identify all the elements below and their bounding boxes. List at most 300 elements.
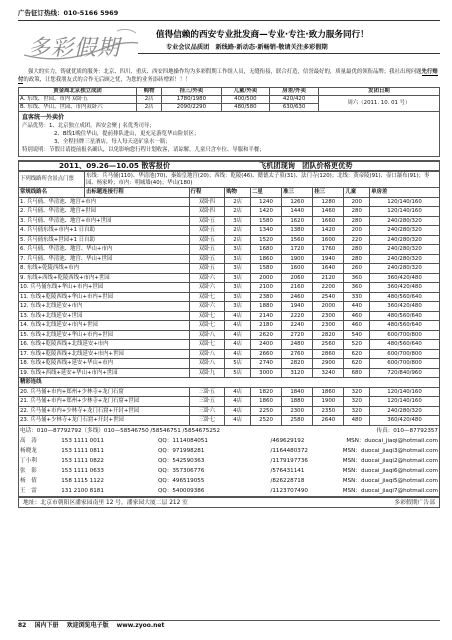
route-cell: 1420 [313,226,344,236]
route-cell: 1580 [250,216,281,226]
route-cell: 2000 [250,273,281,283]
box2-line: 产品优势：1、北京独立成团，西安会聚 | 名优秀司导； [22,123,155,129]
t3-header: 二星 [250,188,281,198]
route-cell: 220 [344,235,370,245]
table-row [19,330,440,340]
route-name: 7. 兵马俑、华清池、地宫、华山+世园 [19,254,190,264]
route-cell: 680 [344,368,370,378]
route-cell: 2250 [250,406,281,416]
route-cell: 360 [344,273,370,283]
contacts-table [18,426,440,497]
route-cell: 2300 [313,321,344,331]
route-cell: 2520 [250,416,281,426]
t3-header: 购物 [225,188,251,198]
route-cell: 2140 [250,311,281,321]
route-cell: 520 [344,340,370,350]
route-cell: 280 [344,245,370,255]
table-row [19,311,440,321]
route-cell: 4店 [225,321,251,331]
t1-cell: 420/420 [270,96,319,104]
table-row [19,292,440,302]
route-cell: 3000 [250,368,281,378]
route-cell: 1340 [250,226,281,236]
route-cell: 4店 [225,416,251,426]
route-name: 20. 兵马俑+市内+郑州+少林寺+龙门石窟 [19,387,190,397]
route-cell: 440 [344,302,370,312]
company: 多彩假期广告部 [394,499,435,506]
contact-row [19,466,440,476]
route-cell: 2店 [225,207,251,217]
scenic-label: 下列线路所含景点门票 [19,172,85,188]
route-cell: 2720 [282,330,313,340]
route-cell: 120/140/160 [370,397,440,407]
route-cell: 320 [344,397,370,407]
scenic-info: 东线：兵马俑(110)、华清池(70)、秦始皇地宫(20)；西线：乾陵(46)、懿德太子墓(31)、法门寺(120)；北线：黄帝陵(91)、壶口瀑布(91)；枣园、杨家岭；市内：明城墙(40)；华山(180) [85,172,440,188]
contact-cell: MSN：duocai_jiaqi3@hotmail.com [342,447,438,454]
route-cell: 双卧八 [189,359,225,369]
address-bar [18,497,440,508]
route-cell: 260 [344,264,370,274]
route-cell: 1520 [250,235,281,245]
table-row [19,406,440,416]
route-cell: 1860 [250,254,281,264]
route-cell: 200 [344,197,370,207]
table-row [19,349,440,359]
route-cell: 2620 [250,330,281,340]
route-cell: 1720 [282,245,313,255]
route-cell: 2店 [225,226,251,236]
t1-cell: 2店 [137,104,162,112]
t1-header: 发团日期 [318,88,439,96]
special-title: 精彩连线 [19,378,440,388]
contact-cell: QQ：1114084051 [157,437,208,444]
route-cell: 双卧五 [189,264,225,274]
route-cell: 3店 [225,264,251,274]
table-row [19,264,440,274]
route-cell: 2580 [282,416,313,426]
route-cell: 240/280/320 [370,226,440,236]
box2-line: 特别说明：节假日请提前报名确认，以免影响您行程计划收客，请谅解，儿童只含车位、导服和半餐； [22,147,265,153]
intro-part1: 强大的实力，铸就优质的服务：北京、四川、重庆、西安四地操作均为多彩假期工作组人员，无缝衔接，联合打造，信誉最好的，质量最优的领衔品牌；我社出现问题 [28,69,422,75]
route-cell: 2300 [282,406,313,416]
route-cell: 1460 [313,207,344,217]
route-name: 14. 东线+北线延安+市内+世园 [19,321,190,331]
t1-date: 周六（2011. 10. 01 号） [318,96,439,112]
route-cell: 5店 [225,359,251,369]
route-cell: 2860 [313,349,344,359]
table-row [19,302,440,312]
route-cell: 双卧四 [189,207,225,217]
route-cell: 1380 [282,226,313,236]
contact-cell: 杨晓龙 [20,447,37,454]
route-cell: 2220 [282,311,313,321]
address: 地址：北京市朝阳区潘家园南里 12 号，潘家园大厦二层 212 室 [23,499,188,506]
route-name: 8. 东线+乾陵西线+市内 [19,264,190,274]
contact-phone: 电话：010—87792792（多线）010—58546750 /58546751 /5854675252 [20,427,221,434]
route-cell: 2240 [282,321,313,331]
route-cell: 2640 [313,416,344,426]
route-cell: 2店 [225,235,251,245]
route-cell: 540 [344,330,370,340]
route-cell: 双卧七 [189,311,225,321]
route-cell: 480/560/640 [370,292,440,302]
t3-header: 挂三 [313,188,344,198]
contact-cell: 张 影 [20,467,37,474]
route-cell: 1640 [313,264,344,274]
route-cell: 双卧七 [189,321,225,331]
route-name: 21. 兵马俑+市内+郑州+少林寺+龙门石窟+世园 [19,397,190,407]
route-cell: 1900 [282,254,313,264]
route-cell: 2820 [282,359,313,369]
contact-cell: MSN：duocai_jiaqi2@hotmail.com [342,457,438,464]
table-row [19,387,440,397]
route-cell: 200 [344,226,370,236]
contact-cell: MSN：duocai_jiaqi7@hotmail.com [342,487,438,494]
route-cell: 2180 [250,321,281,331]
route-cell: 双卧八 [189,349,225,359]
price-banner [18,160,440,171]
t1-cell: B. 东线、华山、世园、市内双卧六 [19,104,137,112]
route-cell: 2760 [282,349,313,359]
footer-sep: 欢迎浏览电子版 [66,622,109,629]
route-cell: 2100 [250,283,281,293]
contact-cell: QQ：971998281 [157,447,205,454]
table-row [19,416,440,426]
route-name: 11. 东线+乾陵西线+华山+市内+世园 [19,292,190,302]
contact-cell: /826228718 [270,477,305,484]
golden-week-table [18,87,440,112]
route-cell: 1660 [313,216,344,226]
route-name: 13. 东线+北线延安+世园 [19,311,190,321]
contact-cell: MSN：duocai_jiaqi@hotmail.com [346,437,438,444]
route-name: 2. 兵马俑、华清池、地宫+世园 [19,207,190,217]
route-name: 9. 东线+西线+乾陵西线+市内+世园 [19,273,190,283]
route-cell: 2560 [313,340,344,350]
t1-cell: A. 东线、世园、市内 双卧五 [19,96,137,104]
route-name: 23. 兵马俑+少林寺+龙门石窟+开封+世园 [19,416,190,426]
route-name: 22. 兵马俑+市内+少林寺+龙门石窟+开封+世园 [19,406,190,416]
route-cell: 240/280/320 [370,245,440,255]
route-name: 12. 东线+北线延安+市内 [19,302,190,312]
route-cell: 600/700/800 [370,359,440,369]
t1-cell: 400/500 [221,96,270,104]
price-banner-left: 2011、09.26—10.05 散客报价 [59,161,171,170]
route-name: 6. 兵马俑、华清池、地宫、华山+市内 [19,245,190,255]
route-cell: 双卧五 [189,245,225,255]
table-row [19,207,440,217]
t3-header: 单房差 [370,188,440,198]
page [18,8,440,634]
route-cell: 2480 [282,340,313,350]
contact-fax: 传真：010—87792357 [376,427,438,434]
route-cell: 3店 [225,273,251,283]
contact-cell: /576431141 [270,467,305,474]
route-name: 18. 东线+乾陵西线+延安+华山+市内 [19,359,190,369]
route-cell: 330 [344,292,370,302]
t1-cell: 2090/2290 [162,104,221,112]
route-cell: 2300 [313,311,344,321]
route-cell: 1560 [282,235,313,245]
table-row [19,96,440,104]
table-row [19,283,440,293]
contact-cell: 王 雷 [20,487,37,494]
route-cell: 双卧六 [189,273,225,283]
direct-price-box [18,112,440,157]
route-cell: 2060 [282,273,313,283]
route-cell: 1860 [250,397,281,407]
route-name: 1. 兵马俑、华清池、地宫+市内 [19,197,190,207]
intro-paragraph [18,68,440,84]
route-cell: 1240 [250,197,281,207]
box2-line: 2、B线1晚住华山，提前排队进山，更充足游览华山险景区； [54,131,200,137]
route-cell: 3店 [225,216,251,226]
route-cell: 2540 [313,292,344,302]
contact-cell: MSN：duocai_jiaqi5@hotmail.com [342,477,438,484]
table-row [19,368,440,378]
route-cell: 4店 [225,387,251,397]
route-cell: 320 [344,387,370,397]
route-cell: 双卧七 [189,292,225,302]
route-cell: 双卧五 [189,254,225,264]
route-cell: 2店 [225,197,251,207]
ad-hotline: 广告征订热线：010-5166 5969 [18,9,119,17]
route-cell: 1880 [282,397,313,407]
contact-cell: MSN：duocai_jiaqi6@hotmail.com [342,467,438,474]
route-cell: 240/280/320 [370,216,440,226]
t3-header: 常规线路名 [19,188,85,198]
t1-cell: 2店 [137,96,162,104]
route-cell: 双卧五 [189,226,225,236]
table-row [19,273,440,283]
route-cell: 3240 [313,368,344,378]
route-cell: 2400 [250,340,281,350]
route-name: 15. 东线+北线延安+华山+市内+世园 [19,330,190,340]
route-cell: 1600 [282,264,313,274]
route-cell: 4店 [225,330,251,340]
contact-cell: QQ：496519055 [157,477,205,484]
route-cell: 3店 [225,254,251,264]
contact-cell: 158 1115 1122 [61,477,104,484]
route-cell: 1260 [282,197,313,207]
route-cell: 2200 [313,283,344,293]
route-cell: 120/140/160 [370,387,440,397]
route-cell: 2350 [313,406,344,416]
route-cell: 240/280/320 [370,406,440,416]
t1-header: 购物 [137,88,162,96]
t3-header: 击标题连接行程 [85,188,190,198]
route-cell: 600/700/800 [370,330,440,340]
route-cell: 双卧八 [189,330,225,340]
contact-cell: QQ：542590363 [157,457,205,464]
t1-header: 儿童/外卖 [221,88,270,96]
route-cell: 460 [344,311,370,321]
route-price-table [18,171,440,426]
contact-cell: 高 涛 [20,437,37,444]
route-cell: 2380 [250,292,281,302]
route-cell: 1600 [313,235,344,245]
route-cell: 2900 [313,359,344,369]
route-cell: 1820 [250,387,281,397]
route-cell: 1860 [313,387,344,397]
route-cell: 1440 [282,207,313,217]
footer-url[interactable]: www.zyoo.net [116,622,165,629]
route-cell: 2160 [282,283,313,293]
contact-cell: QQ：357306776 [157,467,205,474]
route-cell: 2120 [313,273,344,283]
contact-cell: 153 1111 0822 [61,457,104,464]
contact-row [19,436,440,446]
route-cell: 2820 [313,330,344,340]
route-name: 3. 兵马俑、华清池、地宫+市内+世园 [19,216,190,226]
route-cell: 2660 [250,349,281,359]
route-cell: 280 [344,254,370,264]
contacts-block [18,426,440,508]
box2-title: 直客统一外卖价 [22,114,65,121]
route-cell: 双卧四 [189,197,225,207]
contact-row [19,476,440,486]
table-row [19,235,440,245]
table-row [19,226,440,236]
route-cell: 4店 [225,397,251,407]
table-row [19,245,440,255]
route-cell: 2460 [282,292,313,302]
route-cell: 三卧五 [189,387,225,397]
route-cell: 三卧七 [189,416,225,426]
route-cell: 120/140/160 [370,197,440,207]
route-cell: 双卧六 [189,302,225,312]
table-row [19,254,440,264]
table-row [19,216,440,226]
route-cell: 双卧五 [189,216,225,226]
contact-cell: 153 1111 0633 [61,467,104,474]
route-cell: 600/700/800 [370,349,440,359]
table-row [19,340,440,350]
route-cell: 三卧六 [189,406,225,416]
logo-text: 多彩假期 [28,36,121,61]
route-cell: 1420 [250,207,281,217]
brand-banner [18,20,440,66]
page-number: 82 [18,622,27,629]
route-cell: 3店 [225,292,251,302]
route-cell: 1580 [250,264,281,274]
contact-row [19,486,440,497]
route-name: 16. 东线+乾陵西线+北线延安+市内 [19,340,190,350]
route-cell: 620 [344,359,370,369]
route-cell: 1280 [313,197,344,207]
contact-cell: /1123707490 [270,487,308,494]
t1-cell: 630/630 [270,104,319,112]
route-cell: 1620 [282,216,313,226]
contact-cell: /1164480372 [270,447,308,454]
route-cell: 5店 [225,368,251,378]
route-cell: 360/420/480 [370,302,440,312]
route-cell: 2000 [313,302,344,312]
t1-cell: 1780/1980 [162,96,221,104]
route-name: 19. 东线+西线+延安+华山+市内+世园 [19,368,190,378]
t1-header: 房差/外卖 [270,88,319,96]
route-cell: 360/420/480 [370,273,440,283]
t3-header: 准三 [282,188,313,198]
route-cell: 480 [344,416,370,426]
contact-cell: 153 1111 0811 [61,447,104,454]
route-cell: 480/560/640 [370,340,440,350]
table-row [19,397,440,407]
intro-part2: 的政策，让您我朋友式的合作无后顾之忧，为您的业务添砖增彩！！！ [23,77,191,83]
contact-cell: 131 2100 8181 [61,487,104,494]
banner-divider [138,53,440,54]
route-cell: 320 [344,406,370,416]
brand-slogan: 值得信赖的西安专业批发商—专业·专注·致力服务同行！ [156,30,369,40]
route-cell: 280 [344,216,370,226]
route-cell: 240/280/320 [370,254,440,264]
contact-cell: /469629192 [270,437,305,444]
route-cell: 360/420/480 [370,283,440,293]
contact-cell: 153 1111 0011 [61,437,104,444]
contact-cell: 杨 倩 [20,477,37,484]
route-cell: 双卧七 [189,340,225,350]
route-cell: 360/420/480 [370,416,440,426]
table-row [19,197,440,207]
table-row [19,359,440,369]
route-cell: 1900 [313,397,344,407]
route-cell: 1840 [282,387,313,397]
route-cell: 480/560/640 [370,321,440,331]
route-cell: 2740 [250,359,281,369]
route-name: 4. 兵马俑东线+市内+1 日自助 [19,226,190,236]
box2-line: 3、全程挂牌三星酒店，每人每天送矿泉水一瓶； [54,139,171,145]
t1-header: 挂三/外卖 [162,88,221,96]
price-banner-right: 飞机团现询 团队价格更优势 [259,161,353,170]
page-footer [18,620,440,630]
route-cell: 1880 [250,302,281,312]
route-cell: 480/560/640 [370,311,440,321]
route-name: 10. 兵马俑东线+华山+市内+世园 [19,283,190,293]
brand-subslogan: 专业会议品质团 新线路·新动态·新畅销·敬请关注多彩假期 [166,44,328,51]
route-cell: 1760 [313,245,344,255]
route-cell: 双卧六 [189,283,225,293]
route-cell: 双卧五 [189,235,225,245]
route-cell: 3店 [225,245,251,255]
contact-cell: QQ：540009386 [157,487,205,494]
route-cell: 3店 [225,283,251,293]
route-cell: 4店 [225,406,251,416]
route-cell: 720/840/960 [370,368,440,378]
contact-cell: /1179197736 [270,457,308,464]
table-row [19,321,440,331]
contact-row [19,446,440,456]
route-cell: 460 [344,321,370,331]
route-cell: 3店 [225,302,251,312]
route-cell: 双卧九 [189,368,225,378]
route-name: 5. 兵马俑东线+世园+1 日自助 [19,235,190,245]
route-cell: 240/280/320 [370,235,440,245]
contact-cell: 丁小利 [20,457,37,464]
brand-logo [22,25,140,63]
contact-row [19,456,440,466]
route-cell: 4店 [225,340,251,350]
route-cell: 3120 [282,368,313,378]
t3-header: 行程 [189,188,225,198]
footer-section: 国内下册 [34,622,59,629]
route-cell: 4店 [225,349,251,359]
route-cell: 1940 [313,254,344,264]
t1-header: 黄金周北京独立成团 [19,88,137,96]
t1-cell: 480/580 [221,104,270,112]
route-cell: 620 [344,349,370,359]
route-cell: 三卧五 [189,397,225,407]
route-cell: 240/280/320 [370,264,440,274]
t3-header: 儿童 [344,188,370,198]
